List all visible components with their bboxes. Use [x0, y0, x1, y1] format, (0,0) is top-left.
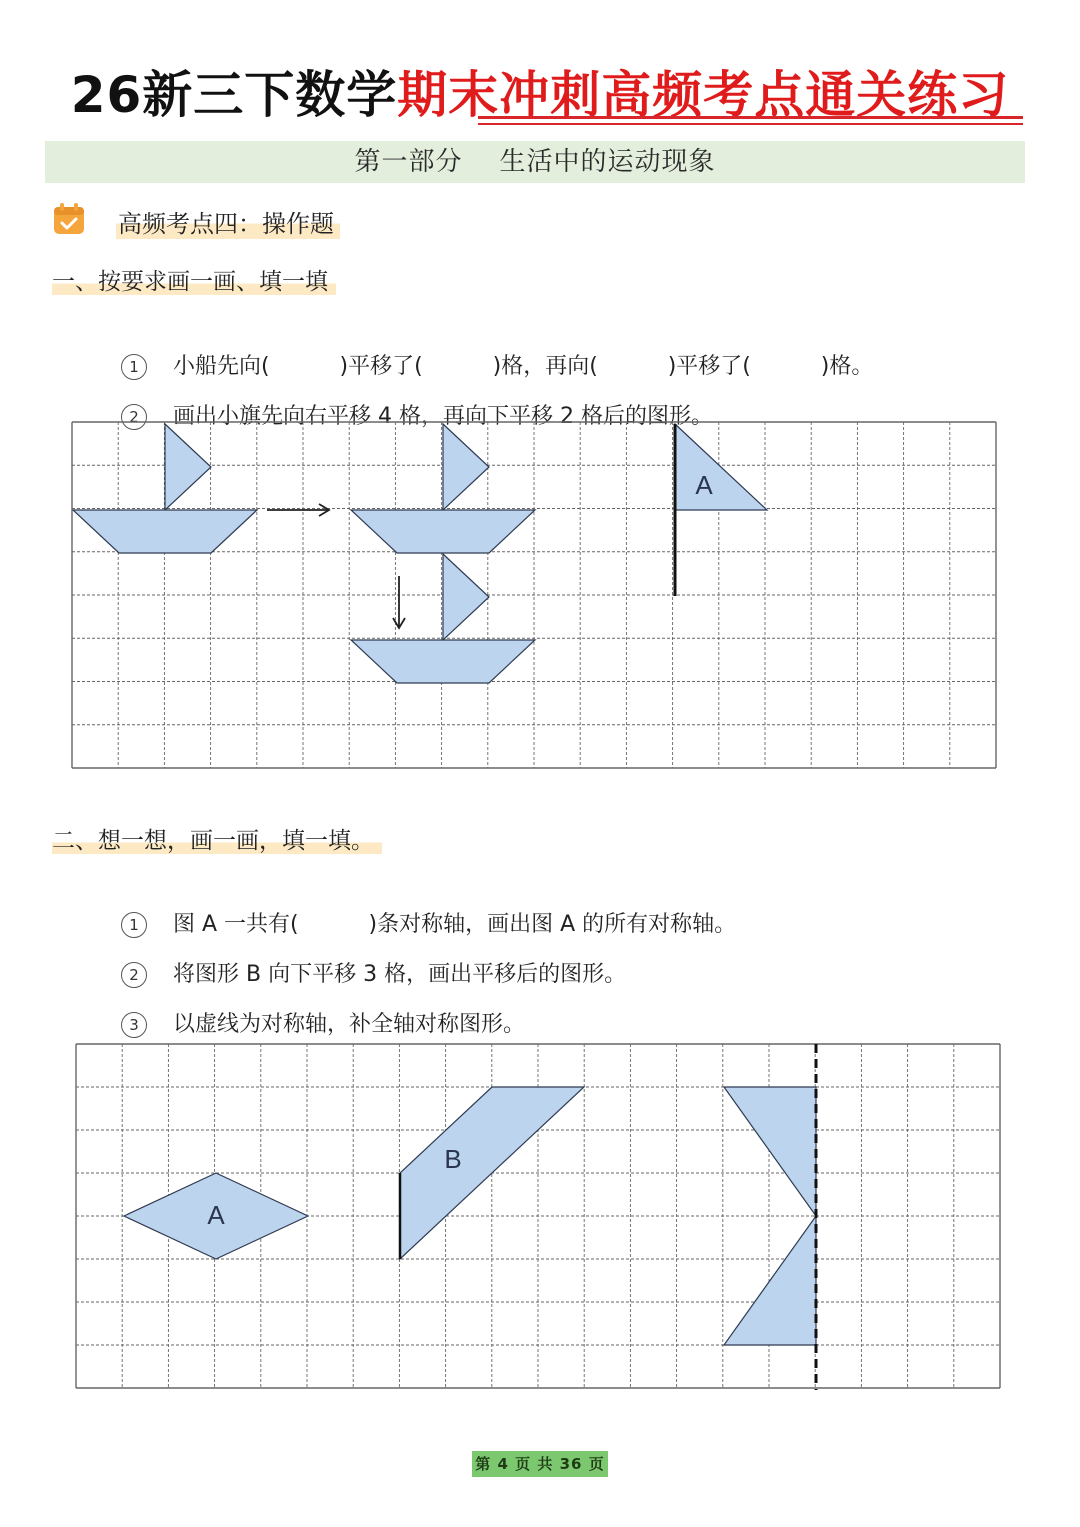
boat-sail: [165, 424, 211, 510]
question-text: 将图形 B 向下平移 3 格，画出平移后的图形。: [173, 962, 627, 987]
boat-after-down-move: [351, 554, 535, 683]
section1-question-2: [107, 374, 713, 429]
flag-triangle: [675, 424, 767, 510]
section2-heading: [52, 822, 382, 855]
page-number-footer: 第 4 页 共 36 页: [472, 1451, 608, 1477]
question-number: 2: [121, 404, 147, 430]
parallelogram-label: B: [444, 1144, 462, 1174]
boat-sail: [443, 424, 489, 510]
boat-sail: [443, 554, 489, 640]
question-number: 3: [121, 1012, 147, 1038]
section1-heading: [52, 263, 336, 296]
rhombus-label: A: [207, 1200, 225, 1230]
question-number: 1: [121, 354, 147, 380]
question-text: 画出小旗先向右平移 4 格，再向下平移 2 格后的图形。: [173, 404, 713, 429]
boat-original: [73, 424, 257, 553]
part-header: 第一部分 生活中的运动现象: [45, 141, 1025, 183]
question-number: 2: [121, 962, 147, 988]
boat-after-right-move: [351, 424, 535, 553]
boat-hull: [73, 510, 257, 553]
rhombus-a: [124, 1173, 308, 1259]
question-text: 小船先向( )平移了( )格，再向( )平移了( )格。: [173, 354, 874, 379]
title-underline: [478, 116, 1023, 125]
grid-2: [74, 1042, 1009, 1394]
lower-triangle: [724, 1216, 816, 1345]
title-prefix: 26新三下数学: [70, 66, 398, 124]
upper-triangle: [724, 1087, 816, 1216]
question-text: 图 A 一共有( )条对称轴，画出图 A 的所有对称轴。: [173, 912, 737, 937]
arrow-right-icon: [267, 504, 329, 516]
grid-1: [70, 420, 1005, 776]
arrow-down-icon: [393, 576, 405, 628]
boat-hull: [351, 510, 535, 553]
flag-a: [675, 424, 767, 596]
boat-hull: [351, 640, 535, 683]
section2-question-1: [107, 882, 737, 937]
section2-heading-text: 二、想一想，画一画，填一填。: [52, 828, 382, 854]
section1-question-1: [107, 324, 874, 379]
question-number: 1: [121, 912, 147, 938]
section2-question-3: [107, 982, 526, 1037]
question-text: 以虚线为对称轴，补全轴对称图形。: [173, 1012, 526, 1037]
grid-1-lines: [72, 422, 996, 768]
section2-question-2: [107, 932, 627, 987]
section1-heading-text: 一、按要求画一画、填一填: [52, 269, 336, 295]
key-point-label: 高频考点四：操作题: [116, 204, 340, 239]
flag-label: A: [695, 470, 713, 500]
title-highlight: 期末冲刺高频考点通关练习: [397, 66, 1010, 124]
calendar-check-icon: [52, 202, 86, 236]
